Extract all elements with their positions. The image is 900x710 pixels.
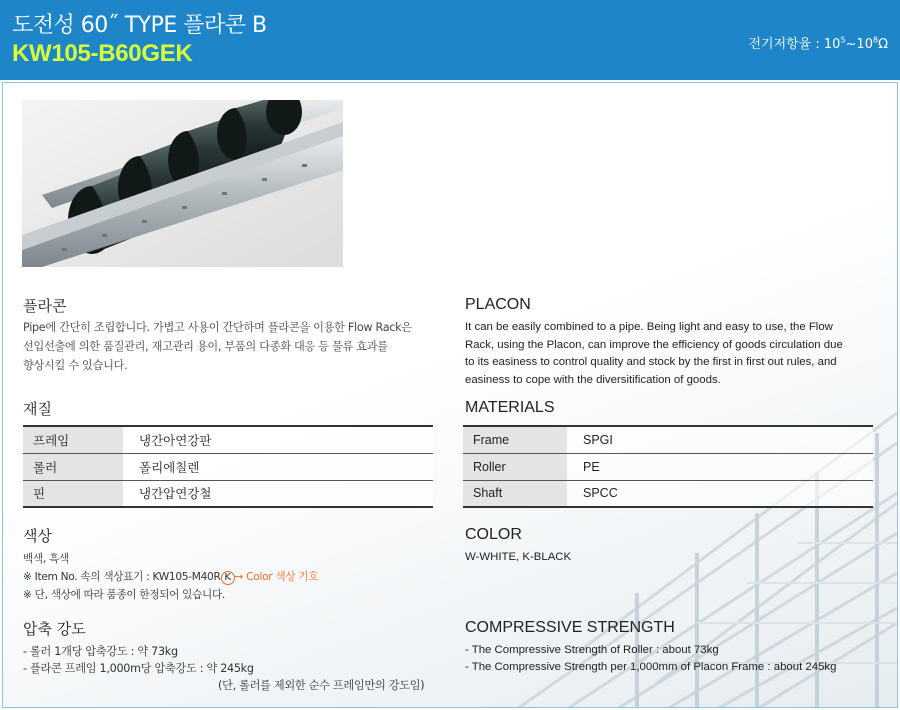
en-color-title: COLOR — [465, 526, 522, 543]
table-row: 롤러 폴리에칠렌 — [23, 453, 433, 480]
ko-color-title: 색상 — [23, 527, 52, 545]
roller-conveyor-photo — [22, 100, 343, 267]
product-code: KW105-B60GEK — [12, 40, 193, 67]
en-placon-title: PLACON — [465, 296, 531, 313]
en-strength-roller: - The Compressive Strength of Roller : about 73kg — [465, 644, 719, 656]
ko-materials-table — [23, 425, 433, 508]
product-title: 도전성 60˝ TYPE 플라콘 B — [12, 13, 267, 38]
en-strength-title: COMPRESSIVE STRENGTH — [465, 619, 675, 636]
en-materials-table — [463, 425, 873, 508]
en-strength-frame: - The Compressive Strength per 1,000mm of Placon Frame : about 245kg — [465, 661, 837, 673]
resistance-spec: 전기저항율 : $10^5\sim 10^8\Omega$ — [748, 35, 888, 52]
en-materials-title: MATERIALS — [465, 399, 555, 416]
color-code-circle: K — [221, 571, 235, 585]
ko-strength-title: 압축 강도 — [23, 620, 86, 638]
table-row: 핀 냉간압연강철 — [23, 480, 433, 507]
ko-color-limit-note: ※ 단, 색상에 따라 품종이 한정되어 있습니다. — [23, 589, 225, 601]
en-placon-description: It can be easily combined to a pipe. Being light and easy to use, the Flow Rack, using the Placon, can improve the efficiency of goods circulation due to its easiness to control quality and stock by the first in first out rules, and easiness to cope with the diversitification of goods. — [465, 321, 843, 386]
table-row: 프레임 냉간아연강판 — [23, 426, 433, 453]
table-row: Frame SPGI — [463, 426, 873, 453]
ko-color-code-note: ※ Item No. 속의 색상표기 : KW105-M40R K → Color 색상 기호 — [23, 571, 319, 583]
header-bar — [0, 0, 900, 80]
ko-strength-frame: - 플라콘 프레임 1,000m당 압축강도 : 약 245kg — [23, 662, 254, 675]
ko-placon-title: 플라콘 — [23, 297, 67, 315]
ko-strength-roller: - 롤러 1개당 압축강도 : 약 73kg — [23, 645, 178, 658]
en-color-values: W-WHITE, K-BLACK — [465, 551, 572, 563]
table-row: Shaft SPCC — [463, 480, 873, 507]
ko-placon-description: Pipe에 간단히 조립합니다. 가볍고 사용이 간단하며 플라콘을 이용한 Flow Rack은 선입선출에 의한 품질관리, 재고관리 용이, 부품의 다종화 대응 등 물류 효과를 향상시킬 수 있습니다. — [23, 321, 412, 372]
product-photo — [22, 100, 343, 267]
ko-strength-note: (단, 롤러를 제외한 순수 프레임만의 강도임) — [218, 679, 425, 692]
ko-materials-title: 재질 — [23, 400, 52, 418]
ko-color-values: 백색, 흑색 — [23, 553, 69, 565]
table-row: Roller PE — [463, 453, 873, 480]
